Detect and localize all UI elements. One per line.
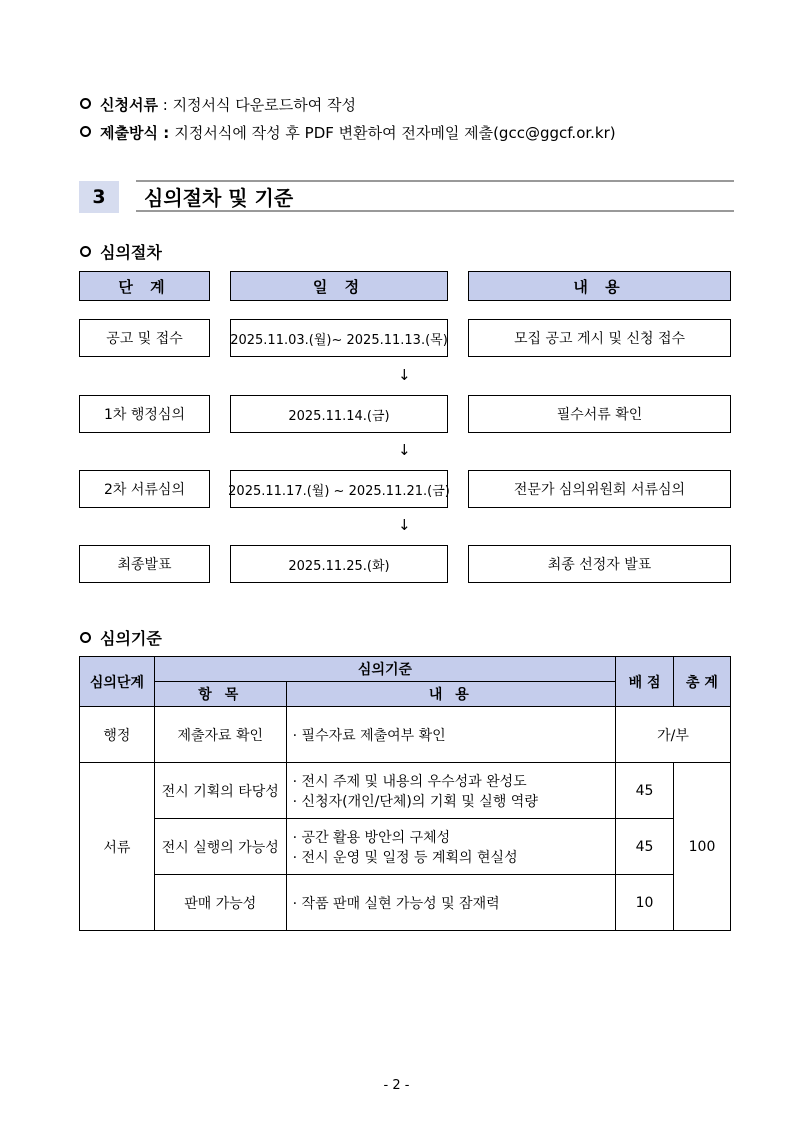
content-line: · 공간 활용 방안의 구체성 (292, 829, 451, 846)
item-cell: 제출자료 확인 (154, 707, 286, 763)
content-line: · 전시 주제 및 내용의 우수성과 완성도 (292, 773, 527, 790)
score-cell: 45 (616, 763, 674, 819)
process-heading-text: 심의절차 (100, 243, 162, 262)
header-criteria: 심의기준 (154, 657, 615, 682)
process-content: 최종 선정자 발표 (468, 545, 731, 583)
header-content: 내 용 (286, 682, 615, 707)
total-cell: 100 (674, 763, 731, 931)
down-arrow-icon: ↓ (398, 516, 411, 534)
criteria-table (79, 656, 731, 931)
process-stage: 공고 및 접수 (79, 319, 210, 357)
content-cell (286, 819, 615, 875)
section-number: 3 (79, 181, 119, 213)
header-score: 배 점 (616, 657, 674, 707)
info-label: 신청서류 (100, 96, 158, 114)
header-total: 총 계 (674, 657, 731, 707)
down-arrow-icon: ↓ (398, 441, 411, 459)
circle-bullet-icon (80, 632, 91, 643)
content-cell: · 작품 판매 실현 가능성 및 잠재력 (286, 875, 615, 931)
header-item: 항 목 (154, 682, 286, 707)
down-arrow-icon: ↓ (398, 366, 411, 384)
info-text: 지정서식에 작성 후 PDF 변환하여 전자메일 제출(gcc@ggcf.or.kr) (174, 124, 616, 142)
circle-bullet-icon (80, 246, 91, 257)
score-cell: 10 (616, 875, 674, 931)
table-row (80, 763, 731, 819)
info-text: 지정서식 다운로드하여 작성 (172, 96, 356, 114)
process-date: 2025.11.14.(금) (230, 395, 448, 433)
process-date: 2025.11.03.(월)~ 2025.11.13.(목) (230, 319, 448, 357)
content-line: · 전시 운영 및 일정 등 계획의 현실성 (292, 849, 518, 866)
process-content: 필수서류 확인 (468, 395, 731, 433)
process-content: 모집 공고 게시 및 신청 접수 (468, 319, 731, 357)
header-stage: 심의단계 (80, 657, 155, 707)
item-cell: 전시 실행의 가능성 (154, 819, 286, 875)
stage-cell: 서류 (80, 763, 155, 931)
info-label: 제출방식 (100, 124, 158, 142)
content-cell: · 필수자료 제출여부 확인 (286, 707, 615, 763)
info-line-documents (80, 94, 356, 115)
page-number: - 2 - (383, 1078, 410, 1093)
content-cell (286, 763, 615, 819)
process-heading (80, 240, 162, 263)
info-separator: : (157, 124, 175, 142)
section-title: 심의절차 및 기준 (136, 180, 734, 212)
criteria-heading-text: 심의기준 (100, 629, 162, 648)
item-cell: 전시 기획의 타당성 (154, 763, 286, 819)
score-cell: 45 (616, 819, 674, 875)
process-header-stage: 단 계 (79, 271, 210, 301)
process-stage: 2차 서류심의 (79, 470, 210, 508)
item-cell: 판매 가능성 (154, 875, 286, 931)
process-date: 2025.11.25.(화) (230, 545, 448, 583)
table-row (80, 707, 731, 763)
process-date: 2025.11.17.(월) ~ 2025.11.21.(금) (230, 470, 448, 508)
stage-cell: 행정 (80, 707, 155, 763)
process-header-content: 내 용 (468, 271, 731, 301)
table-row (80, 875, 731, 931)
info-line-submission (80, 122, 616, 143)
circle-bullet-icon (80, 98, 91, 109)
content-line: · 신청자(개인/단체)의 기획 및 실행 역량 (292, 793, 538, 810)
criteria-heading (80, 626, 162, 649)
circle-bullet-icon (80, 126, 91, 137)
info-separator: : (157, 96, 173, 114)
table-row (80, 819, 731, 875)
result-cell: 가/부 (616, 707, 731, 763)
process-stage: 1차 행정심의 (79, 395, 210, 433)
process-content: 전문가 심의위원회 서류심의 (468, 470, 731, 508)
process-header-date: 일 정 (230, 271, 448, 301)
process-stage: 최종발표 (79, 545, 210, 583)
